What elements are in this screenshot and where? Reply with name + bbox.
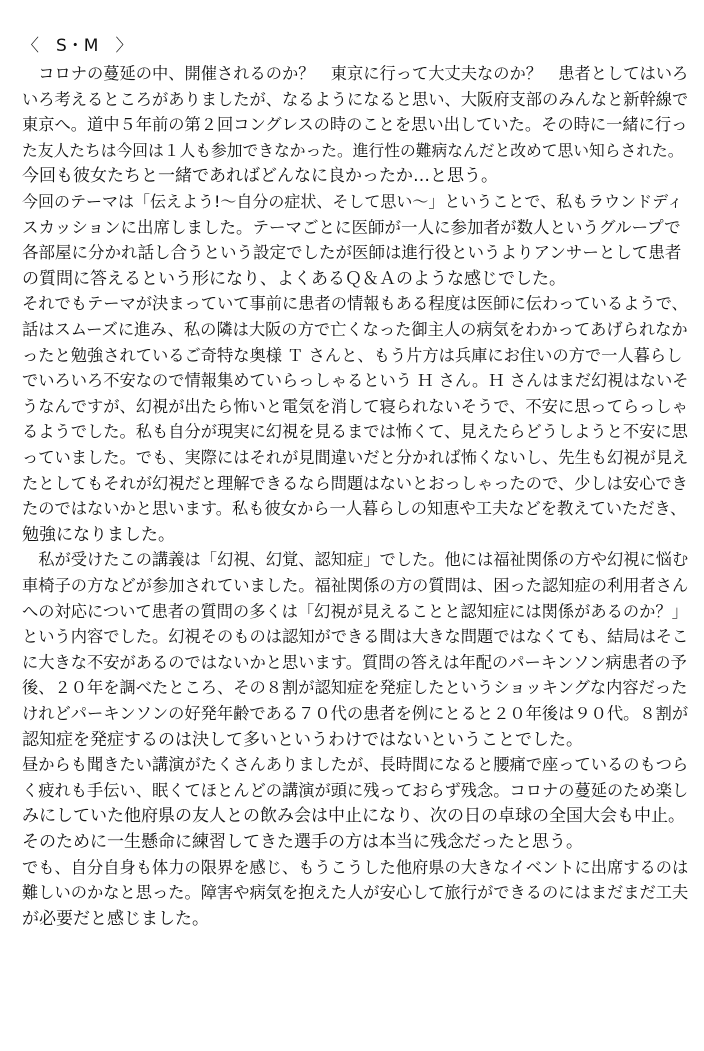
text-line: の質問に答えるという形になり、よくあるＱ＆Ａのような感じでした。 [22, 268, 566, 289]
text-line: く疲れも手伝い、眠くてほとんどの講演が頭に残っておらず残念。コロナの蔓延のため楽し [22, 780, 688, 800]
text-line: 勉強になりました。 [22, 524, 175, 545]
text-line: みにしていた他府県の友人との飲み会は中止になり、次の日の卓球の全国大会も中止。 [22, 806, 685, 827]
text-line: 認知症を発症するのは決して多いというわけではないということでした。 [22, 729, 583, 750]
text-line: への対応について患者の質問の多くは「幻視が見えることと認知症には関係があるのか？」 [22, 601, 688, 621]
text-line: そのために一生懸命に練習してきた選手の方は本当に残念だったと思う。 [22, 832, 583, 852]
text-line: ったと勉強されているご奇特な奥様 Ｔ さんと、もう片方は兵庫にお住いの方で一人暮らし [22, 345, 683, 365]
text-line: いろ考えるところがありましたが、なるようになると思い、大阪府支部のみんなと新幹線で [22, 89, 688, 109]
text-line: 今回も彼女たちと一緒であればどんなに良かったか…と思う。 [22, 166, 498, 187]
text-line: 今回のテーマは「伝えよう!〜自分の症状、そして思い〜」ということで、私もラウンドディ [22, 192, 683, 211]
text-line: うなんですが、幻視が出たら怖いと電気を消して寝られないそうで、不安に思ってらっしゃ [22, 396, 688, 416]
text-line: 私が受けたこの講義は「幻視、幻覚、認知症」でした。他には福祉関係の方や幻視に悩む [22, 550, 688, 570]
text-line: 車椅子の方などが参加されていました。福祉関係の方の質問は、困った認知症の利用者さん [22, 576, 688, 595]
text-line: それでもテーマが決まっていて事前に患者の情報もある程度は医師に伝わっているようで、 [22, 294, 688, 314]
text-line: 昼からも聞きたい講演がたくさんありましたが、長時間になると腰痛で座っているのもつら [22, 755, 688, 775]
text-line: た友人たちは今回は１人も参加できなかった。進行性の難病なんだと改めて思い知らされた。 [22, 140, 684, 160]
text-line: 東京へ。道中５年前の第２回コングレスの時のことを思い出していた。その時に一緒に行っ [22, 115, 688, 135]
text-line: たとしてもそれが幻視だと理解できるなら問題はないとおっしゃったので、少しは安心でき [22, 473, 688, 493]
text-line: たのではないかと思います。私も彼女から一人暮らしの知恵や工夫などを教えていただき、 [22, 499, 687, 519]
text-line: に大きな不安があるのではないかと思います。質問の答えは年配のパーキンソン病患者の予 [22, 652, 687, 672]
text-line: けれどパーキンソンの好発年齢である７０代の患者を例にとると２０年後は９０代。８割が [22, 704, 688, 723]
text-line: スカッションに出席しました。テーマごとに医師が一人に参加者が数人というグループで [22, 217, 681, 237]
text-line: 各部屋に分かれ話し合うという設定でしたが医師は進行役というよりアンサーとして患者 [22, 243, 682, 263]
text-line: 話はスムーズに進み、私の隣は大阪の方で亡くなった御主人の病気をわかってあげられなか [22, 320, 688, 339]
text-line: っていました。でも、実際にはそれが見間違いだと分かれば怖くないし、先生も幻視が見え [22, 448, 688, 467]
text-line: でも、自分自身も体力の限界を感じ、もうこうした他府県の大きなイベントに出席するのは [22, 857, 688, 877]
text-line: るようでした。私も自分が現実に幻視を見るまでは怖くて、見えたらどうしようと不安に思 [22, 422, 688, 442]
text-line: 後、２０年を調べたところ、その８割が認知症を発症したというショッキングな内容だった [22, 678, 688, 698]
text-line: でいろいろ不安なので情報集めていらっしゃるという Ｈ さん。Ｈ さんはまだ幻視はないそ [22, 371, 688, 391]
text-line: という内容でした。幻視そのものは認知ができる間は大きな問題ではなくても、結局はそこ [22, 627, 688, 647]
text-line: が必要だと感じました。 [22, 908, 209, 929]
author-header: 〈 S・M 〉 [22, 36, 133, 56]
text-line: 難しいのかなと思った。障害や病気を抱えた人が安心して旅行ができるのにはまだまだ工夫 [22, 883, 688, 903]
text-line: コロナの蔓延の中、開催されるのか？ 東京に行って大丈夫なのか？ 患者としてはいろ [22, 64, 688, 83]
